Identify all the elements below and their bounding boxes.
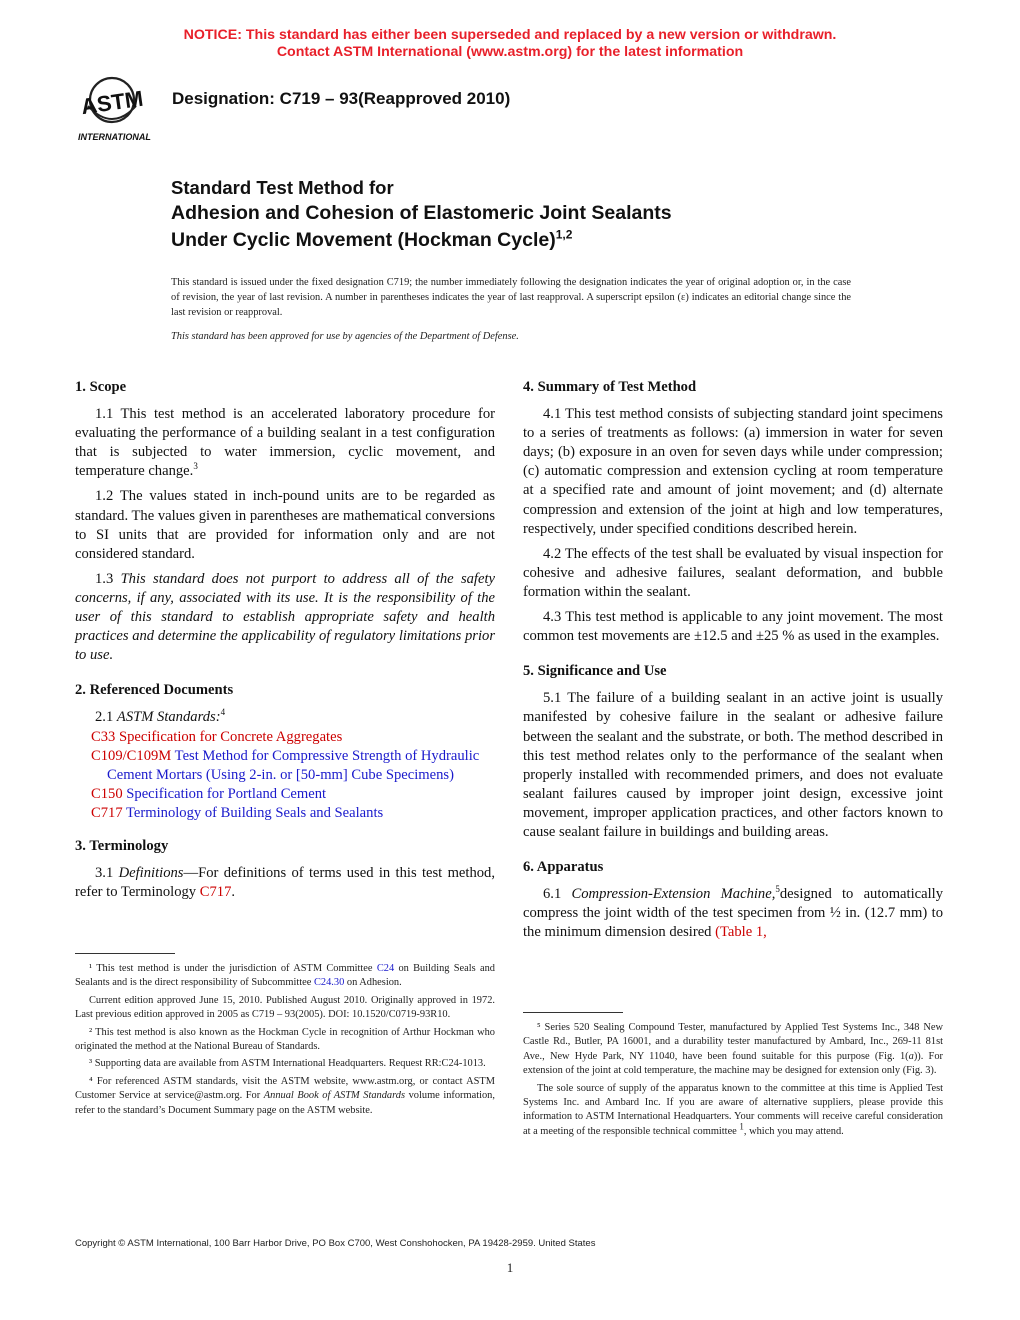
footnote-5 <box>523 1021 943 1079</box>
footnote-ref-3[interactable]: 3 <box>193 461 198 472</box>
footnote-5-text-b: )). For extension of the joint at cold temperature, the machine may be designed for extension only (Fig. 3). <box>523 1050 943 1077</box>
para-3-1-number: 3.1 <box>95 865 114 882</box>
logo-wordmark: ASTM <box>79 85 145 120</box>
document-title <box>171 176 891 254</box>
para-1-3 <box>75 570 495 665</box>
para-2-1-number: 2.1 <box>95 709 114 726</box>
footnote-5-italic: a <box>908 1050 914 1062</box>
para-4-2: 4.2 The effects of the test shall be evaluated by visual inspection for cohesive and adhesive failures, sealant deformation, and bubble formation within the sealant. <box>523 545 943 600</box>
section-2-heading: 2. Referenced Documents <box>75 682 234 699</box>
footnote-5-supply-end: , which you may attend. <box>743 1125 844 1137</box>
para-1-2: 1.2 The values stated in inch-pound units are to be regarded as standard. The values given in parentheses are mathematical conversions to SI units that are provided for information only and are not considered standard. <box>75 488 495 562</box>
section-1-heading: 1. Scope <box>75 379 127 395</box>
ref-title: Test Method for Compressive Strength of Hydraulic Cement Mortars (Using 2-in. or [50-mm] Cube Specimens) <box>107 747 480 783</box>
section-4-heading: 4. Summary of Test Method <box>523 379 697 395</box>
copyright: Copyright © ASTM International, 100 Barr Harbor Drive, PO Box C700, West Conshohocken, PA 19428-2959. United States <box>75 1238 596 1249</box>
ref-c717[interactable] <box>75 804 495 823</box>
footnote-1-text: ¹ This test method is under the jurisdiction of ASTM Committee <box>89 963 373 974</box>
para-4-1: 4.1 This test method consists of subjecting standard joint specimens to a series of treatments as follows: (a) immersion in water for seven days; (b) exposure in an oven for seven days while under compression; (c) automatic compression and extension cycling at room temperature at a specified rate and amount of joint movement; and (d) alternate compression and extension of the joint at high and low temperatures, respectively, under specified conditions described herein. <box>523 406 943 537</box>
link-c717[interactable]: C717 <box>199 884 232 901</box>
preamble: This standard is issued under the fixed designation C719; the number immediately following the designation indicates the year of original adoption or, in the case of revision, the year of last revision. A number in parentheses indicates the year of last reapproval. A superscript epsilon (ε) indicates an editorial change since the last revision or reapproval. <box>171 277 851 318</box>
ref-title: Specification for Portland Cement <box>126 785 327 802</box>
footnote-rule-right <box>523 1012 623 1013</box>
section-3-heading: 3. Terminology <box>75 837 169 854</box>
para-1-3-number: 1.3 <box>95 570 114 587</box>
ref-code: C109/C109M <box>91 747 172 764</box>
footnote-4-italic: Annual Book of ASTM Standards <box>263 1090 406 1102</box>
section-6-heading: 6. Apparatus <box>523 859 604 876</box>
title-line-3-text: Under Cyclic Movement (Hockman Cycle) <box>171 229 556 251</box>
footnote-1-text-c: on Adhesion. <box>346 977 402 989</box>
para-1-3-text: This standard does not purport to address all of the safety concerns, if any, associated with its use. It is the responsibility of the user of this standard to establish appropriate safety and health practices and determine the applicability of regulatory limitations prior to use. <box>75 570 495 664</box>
title-footnote-ref[interactable]: 1,2 <box>555 227 573 242</box>
notice-line-1: NOTICE: This standard has either been superseded and replaced by a new version or withdrawn. <box>183 27 837 43</box>
title-line-3 <box>171 227 891 254</box>
footnote-ref-1[interactable]: 1 <box>739 1121 744 1132</box>
footnote-2: ² This test method is also known as the Hockman Cycle in recognition of Arthur Hockman who originated the method at the National Bureau of Standards. <box>75 1026 495 1053</box>
link-c24[interactable]: C24 <box>376 963 395 974</box>
left-column <box>75 378 495 908</box>
link-c24-30[interactable]: C24.30 <box>313 977 345 989</box>
para-6-1-text: designed to automatically compress the joint width of the test specimen from ½ in. (12.7 mm) to the minimum dimension desired <box>523 886 943 941</box>
para-5-1: 5.1 The failure of a building sealant in an active joint is usually manifested by cohesive failure in the sealant or adhesive failure between the sealant and the substrate, or both. The method described in this test method relates only to the performance of the sealant when properly installed with recommended primers, and does not evaluate sealant failures caused by improper joint design, excessive joint movement, improper application practices, and other factors known to cause sealant failure in buildings and building areas. <box>523 690 943 840</box>
para-1-1-text: 1.1 This test method is an accelerated laboratory procedure for evaluating the performance of a building sealant in a test configuration that is subjected to water immersion, cyclic movement, and temperature change. <box>75 406 495 480</box>
para-1-1 <box>75 405 495 481</box>
para-2-1 <box>75 708 495 727</box>
link-table-1[interactable]: (Table 1, <box>715 924 767 941</box>
ref-title: Terminology of Building Seals and Sealants <box>126 804 384 821</box>
notice-line-2: Contact ASTM International (www.astm.org) for the latest information <box>276 44 744 60</box>
section-5-heading: 5. Significance and Use <box>523 663 667 680</box>
footnote-ref-5[interactable]: 5 <box>775 884 780 895</box>
footnote-5-supply <box>523 1082 943 1140</box>
ref-code: C150 <box>91 785 123 802</box>
footnote-5-supply-text: The sole source of supply of the apparatus known to the committee at this time is Applied Test Systems Inc. and Ambard Inc. If you are aware of alternative suppliers, please provide this information to ASTM International Headquarters. Your comments will receive careful consideration at a meeting of the responsible technical committee <box>523 1082 943 1137</box>
footnote-ref-4[interactable]: 4 <box>220 707 226 718</box>
footnote-5-text: ⁵ Series 520 Sealing Compound Tester, manufactured by Applied Test Systems Inc., 348 New Castle Rd., Butler, PA 16001, and a durability tester manufactured by Ambard, Inc., 269-11 81st Ave., New Hyde Park, NY 11040, have been found suitable for this purpose (Fig. 1( <box>523 1022 943 1062</box>
ref-c109[interactable] <box>75 747 495 785</box>
footnote-1 <box>75 962 495 991</box>
footnote-4-text: ⁴ For referenced ASTM standards, visit the ASTM website, www.astm.org, or contact ASTM Customer Service at service@astm.org. For <box>75 1075 495 1102</box>
ref-title: Specification for Concrete Aggregates <box>118 728 343 745</box>
footnote-edition: Current edition approved June 15, 2010. Published August 2010. Originally approved in 1972. Last previous edition approved in 2005 as C719 – 93(2005). DOI: 10.1520/C0719-93R10. <box>75 994 495 1021</box>
dod-approval: This standard has been approved for use by agencies of the Department of Defense. <box>171 331 519 342</box>
footnote-4-text-b: volume information, refer to the standard’s Document Summary page on the ASTM website. <box>75 1090 495 1116</box>
para-3-1-text: —For definitions of terms used in this test method, refer to Terminology <box>75 865 495 901</box>
para-3-1 <box>75 864 495 902</box>
para-3-1-term: Definitions <box>118 865 184 882</box>
logo-subtext: INTERNATIONAL <box>78 132 151 142</box>
footnotes-left <box>75 962 495 1121</box>
footnote-4 <box>75 1075 495 1118</box>
para-6-1-number: 6.1 <box>543 886 562 903</box>
para-2-1-text: ASTM Standards: <box>116 709 221 726</box>
right-column <box>523 378 943 948</box>
footnote-rule-left <box>75 953 175 954</box>
ref-code: C717 <box>91 804 123 821</box>
footnotes-right <box>523 1021 943 1142</box>
para-6-1 <box>523 885 943 942</box>
para-6-1-term: Compression-Extension Machine, <box>571 886 776 903</box>
ref-c150[interactable] <box>75 785 495 804</box>
superseded-notice <box>0 27 1020 61</box>
title-line-2: Adhesion and Cohesion of Elastomeric Joint Sealants <box>171 202 672 224</box>
ref-c33[interactable] <box>75 728 495 747</box>
para-3-1-end: . <box>231 884 236 901</box>
footnote-1-text-b: on Building Seals and Sealants and is the direct responsibility of Subcommittee <box>75 963 495 989</box>
designation: Designation: C719 – 93(Reapproved 2010) <box>172 89 511 108</box>
page-number: 1 <box>506 1260 514 1275</box>
footnote-3: ³ Supporting data are available from ASTM International Headquarters. Request RR:C24-1013. <box>89 1058 486 1070</box>
ref-code: C33 <box>91 728 116 745</box>
para-4-3: 4.3 This test method is applicable to any joint movement. The most common test movements are ±12.5 and ±25 % as used in the examples. <box>523 609 943 645</box>
astm-logo <box>74 72 160 144</box>
title-line-1: Standard Test Method for <box>171 177 394 198</box>
